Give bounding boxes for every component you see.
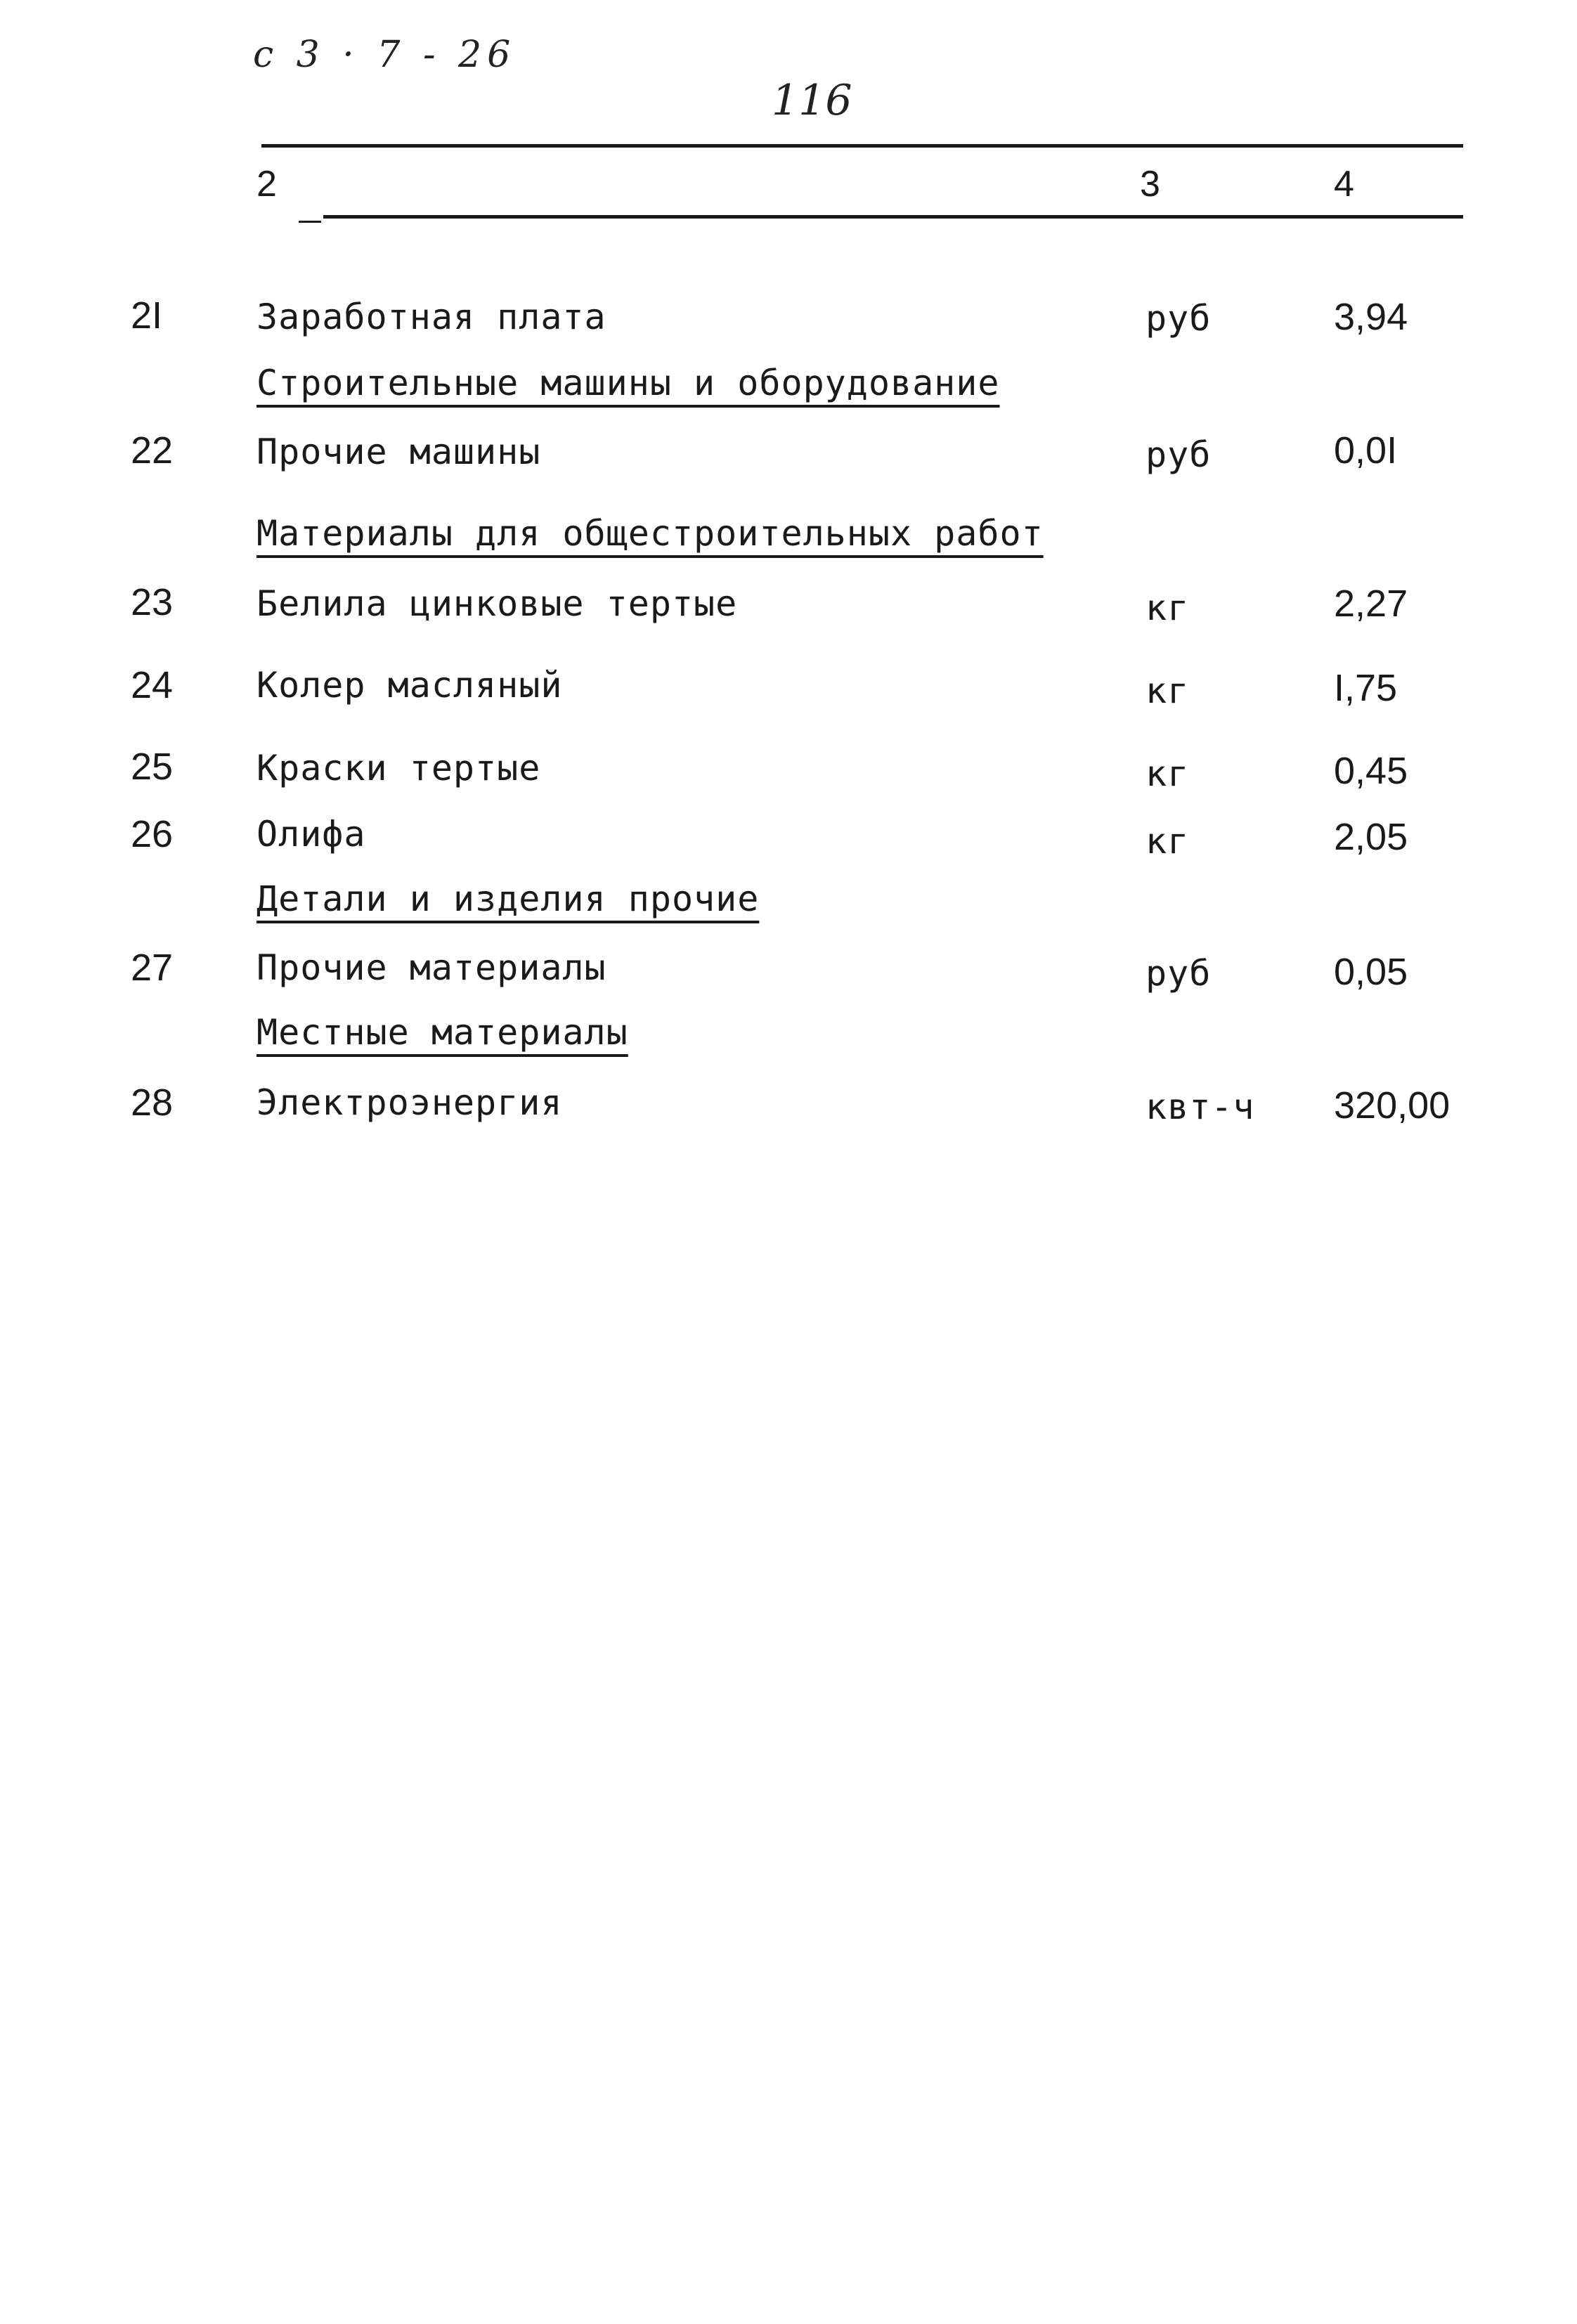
section-heading: Материалы для общестроительных работ: [257, 513, 1044, 554]
column-header-quantity: 4: [1334, 164, 1354, 205]
row-number: 24: [131, 664, 174, 706]
item-name: Прочие материалы: [257, 947, 606, 988]
section-heading: Строительные машины и оборудование: [257, 363, 1000, 403]
table-top-rule: [261, 144, 1463, 148]
item-quantity: 2,05: [1334, 816, 1408, 858]
row-number: 2I: [131, 294, 163, 337]
row-number: 27: [131, 947, 174, 989]
item-unit: руб: [1146, 434, 1212, 475]
item-name: Колер масляный: [257, 665, 563, 706]
section-heading: Местные материалы: [257, 1012, 628, 1053]
item-unit: руб: [1146, 298, 1212, 339]
page-number: 116: [772, 76, 852, 125]
row-number: 22: [131, 429, 174, 472]
item-unit: кг: [1146, 821, 1190, 862]
table-header-rule-dash: [299, 221, 321, 223]
column-header-unit: 3: [1140, 164, 1160, 205]
row-number: 25: [131, 746, 174, 788]
row-number: 23: [131, 581, 174, 623]
item-name: Белила цинковые тертые: [257, 583, 738, 624]
item-unit: руб: [1146, 953, 1212, 994]
table-header-rule: [323, 215, 1463, 219]
item-name: Олифа: [257, 814, 366, 855]
item-quantity: 0,0I: [1334, 429, 1398, 472]
row-number: 26: [131, 813, 174, 855]
item-unit: кг: [1146, 670, 1190, 711]
row-number: 28: [131, 1082, 174, 1124]
item-name: Краски тертые: [257, 748, 541, 788]
item-quantity: 3,94: [1334, 296, 1408, 338]
item-quantity: I,75: [1334, 667, 1398, 709]
section-heading: Детали и изделия прочие: [257, 878, 760, 919]
item-quantity: 320,00: [1334, 1084, 1451, 1127]
column-header-name: 2: [257, 164, 277, 205]
item-quantity: 0,45: [1334, 750, 1408, 792]
item-unit: квт-ч: [1146, 1086, 1255, 1127]
item-unit: кг: [1146, 753, 1190, 794]
item-name: Электроэнергия: [257, 1082, 563, 1123]
item-quantity: 2,27: [1334, 583, 1408, 625]
item-name: Прочие машины: [257, 431, 541, 472]
item-name: Заработная плата: [257, 297, 606, 337]
document-code: с 3 · 7 - 26: [253, 34, 517, 76]
item-quantity: 0,05: [1334, 951, 1408, 993]
item-unit: кг: [1146, 588, 1190, 628]
